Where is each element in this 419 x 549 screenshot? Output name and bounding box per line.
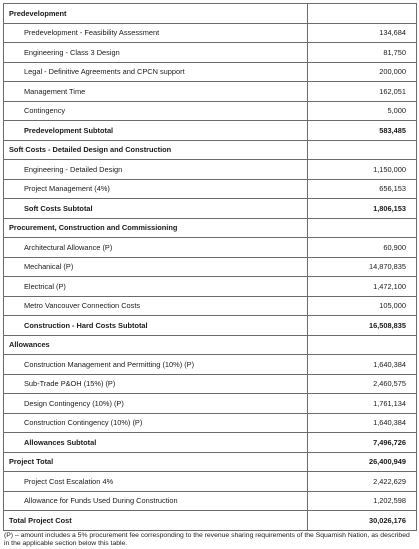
row-label: Project Management (4%): [4, 179, 308, 199]
project-cost-table: [3, 3, 417, 531]
subtotal-row: [4, 316, 417, 336]
row-amount: 14,870,835: [308, 257, 417, 277]
section-header-row: [4, 218, 417, 238]
line-item-row: [4, 43, 417, 63]
row-amount: [308, 140, 417, 160]
row-amount: 26,400,949: [308, 452, 417, 472]
row-amount: 30,026,176: [308, 511, 417, 531]
row-amount: 1,202,598: [308, 491, 417, 511]
row-label: Electrical (P): [4, 277, 308, 297]
row-label: Construction - Hard Costs Subtotal: [4, 316, 308, 336]
section-header-row: [4, 4, 417, 24]
row-label: Metro Vancouver Connection Costs: [4, 296, 308, 316]
row-amount: [308, 218, 417, 238]
row-amount: 1,640,384: [308, 413, 417, 433]
row-amount: 583,485: [308, 121, 417, 141]
row-amount: 1,472,100: [308, 277, 417, 297]
total-row: [4, 452, 417, 472]
line-item-row: [4, 296, 417, 316]
cost-document: [3, 3, 416, 549]
line-item-row: [4, 82, 417, 102]
row-amount: [308, 335, 417, 355]
line-item-row: [4, 394, 417, 414]
row-amount: [308, 4, 417, 24]
row-label: Soft Costs - Detailed Design and Construction: [4, 140, 308, 160]
row-amount: 1,761,134: [308, 394, 417, 414]
row-label: Allowances Subtotal: [4, 433, 308, 453]
line-item-row: [4, 160, 417, 180]
row-label: Predevelopment: [4, 4, 308, 24]
row-label: Predevelopment Subtotal: [4, 121, 308, 141]
line-item-row: [4, 413, 417, 433]
row-label: Design Contingency (10%) (P): [4, 394, 308, 414]
row-amount: 5,000: [308, 101, 417, 121]
footnote: (P) – amount includes a 5% procurement fee corresponding to the revenue sharing requirements of the Squamish Nation, as described in the applicable section below this table.: [4, 531, 410, 547]
section-header-row: [4, 335, 417, 355]
row-label: Construction Management and Permitting (10%) (P): [4, 355, 308, 375]
line-item-row: [4, 238, 417, 258]
row-label: Allowance for Funds Used During Construction: [4, 491, 308, 511]
row-amount: 7,496,726: [308, 433, 417, 453]
row-amount: 1,150,000: [308, 160, 417, 180]
row-amount: 60,900: [308, 238, 417, 258]
total-row: [4, 511, 417, 531]
line-item-row: [4, 62, 417, 82]
line-item-row: [4, 179, 417, 199]
row-amount: 105,000: [308, 296, 417, 316]
row-amount: 2,422,629: [308, 472, 417, 492]
row-label: Architectural Allowance (P): [4, 238, 308, 258]
row-label: Allowances: [4, 335, 308, 355]
row-label: Project Cost Escalation 4%: [4, 472, 308, 492]
line-item-row: [4, 277, 417, 297]
cost-table-body: [4, 4, 417, 531]
row-label: Predevelopment - Feasibility Assessment: [4, 23, 308, 43]
row-amount: 656,153: [308, 179, 417, 199]
row-label: Engineering - Detailed Design: [4, 160, 308, 180]
line-item-row: [4, 23, 417, 43]
line-item-row: [4, 374, 417, 394]
row-label: Mechanical (P): [4, 257, 308, 277]
row-label: Total Project Cost: [4, 511, 308, 531]
line-item-row: [4, 355, 417, 375]
row-label: Procurement, Construction and Commissioning: [4, 218, 308, 238]
row-label: Legal - Definitive Agreements and CPCN support: [4, 62, 308, 82]
row-amount: 134,684: [308, 23, 417, 43]
row-amount: 162,051: [308, 82, 417, 102]
row-amount: 81,750: [308, 43, 417, 63]
row-amount: 2,460,575: [308, 374, 417, 394]
line-item-row: [4, 491, 417, 511]
subtotal-row: [4, 121, 417, 141]
row-label: Management Time: [4, 82, 308, 102]
row-label: Soft Costs Subtotal: [4, 199, 308, 219]
section-header-row: [4, 140, 417, 160]
row-label: Construction Contingency (10%) (P): [4, 413, 308, 433]
line-item-row: [4, 257, 417, 277]
row-label: Project Total: [4, 452, 308, 472]
row-amount: 1,640,384: [308, 355, 417, 375]
row-amount: 16,508,835: [308, 316, 417, 336]
subtotal-row: [4, 199, 417, 219]
row-label: Sub-Trade P&OH (15%) (P): [4, 374, 308, 394]
subtotal-row: [4, 433, 417, 453]
line-item-row: [4, 472, 417, 492]
row-amount: 1,806,153: [308, 199, 417, 219]
line-item-row: [4, 101, 417, 121]
row-label: Engineering - Class 3 Design: [4, 43, 308, 63]
row-label: Contingency: [4, 101, 308, 121]
row-amount: 200,000: [308, 62, 417, 82]
